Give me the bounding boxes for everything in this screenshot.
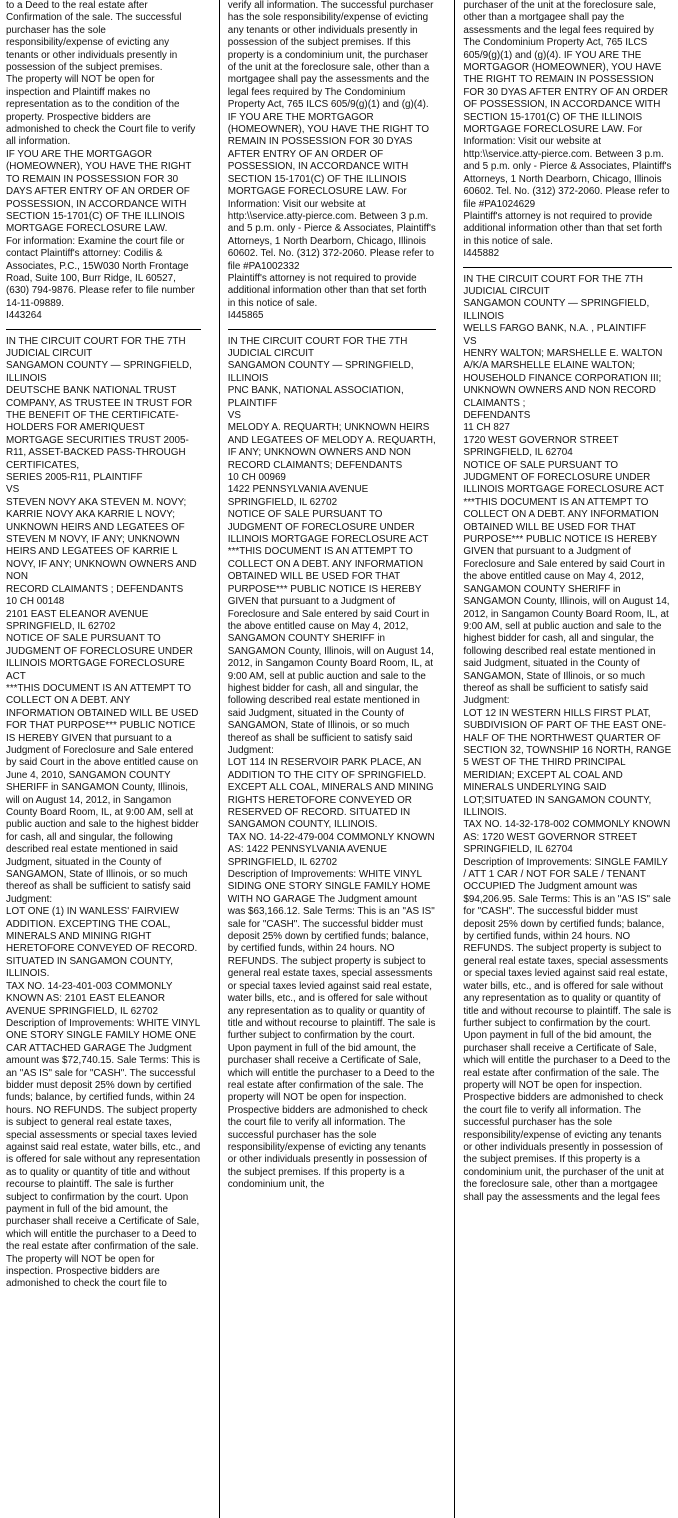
notice-divider [463, 267, 672, 268]
notice-11-ch-827: IN THE CIRCUIT COURT FOR THE 7TH JUDICIAL CIRCUIT SANGAMON COUNTY — SPRINGFIELD, ILLINOIS WELLS FARGO BANK, N.A. , PLAINTIFF VS HENRY WALTON; MARSHELLE E. WALTON A/K/A MARSHELLE ELAINE WALTON; HOUSEHOLD FINANCE CORPORATION III; UNKNOWN OWNERS AND NON RECORD CLAIMANTS ; DEFENDANTS 11 CH 827 1720 WEST GOVERNOR STREET SPRINGFIELD, IL 62704 NOTICE OF SALE PURSUANT TO JUDGMENT OF FORECLOSURE UNDER ILLINOIS MORTGAGE FORECLOSURE ACT ***THIS DOCUMENT IS AN ATTEMPT TO COLLECT ON A DEBT. ANY INFORMATION OBTAINED WILL BE USED FOR THAT PURPOSE*** PUBLIC NOTICE IS HEREBY GIVEN that pursuant to a Judgment of Foreclosure and Sale entered by said Court in the above entitled cause on May 4, 2012, SANGAMON COUNTY SHERIFF in SANGAMON County, Illinois, will on August 14, 2012, in Sangamon County Board Room, IL, at 9:00 AM, sell at public auction and sale to the highest bidder for cash, all and singular, the following described real estate mentioned in said Judgment, situated in the County of SANGAMON, State of Illinois, or so much thereof as shall be sufficient to satisfy said Judgment: LOT 12 IN WESTERN HILLS FIRST PLAT, SUBDIVISION OF PART OF THE EAST ONE-HALF OF THE NORTHWEST QUARTER OF SECTION 32, TOWNSHIP 16 NORTH, RANGE 5 WEST OF THE THIRD PRINCIPAL MERIDIAN; EXCEPT AL COAL AND MINERALS UNDERLYING SAID LOT;SITUATED IN SANGAMON COUNTY, ILLINOIS. TAX NO. 14-32-178-002 COMMONLY KNOWN AS: 1720 WEST GOVERNOR STREET SPRINGFIELD, IL 62704 Description of Improvements: SINGLE FAMILY / ATT 1 CAR / NOT FOR SALE / TENANT OCCUPIED The Judgment amount was $94,206.95. Sale Terms: This is an "AS IS" sale for "CASH". The successful bidder must deposit 25% down by certified funds; balance, by certified funds, within 24 hours. NO REFUNDS. The subject property is subject to general real estate taxes, special assessments or special taxes levied against said real estate, water bills, etc., and is offered for sale without any representation as to quality or quantity of title and without recourse to plaintiff. The sale is further subject to confirmation by the court. Upon payment in full of the bid amount, the purchaser shall receive a Certificate of Sale, which will entitle the purchaser to a Deed to the real estate after confirmation of the sale. The property will NOT be open for inspection. Prospective bidders are admonished to check the court file to verify all information. The successful purchaser has the sole responsibility/expense of evicting any tenants or other individuals presently in possession of the subject premises. If this property is a condominium unit, the purchaser of the unit at the foreclosure sale, other than a mortgagee shall pay the assessments and the legal fees [463, 273, 672, 1203]
column-2 [219, 0, 437, 1518]
notice-divider [228, 329, 437, 330]
column-1 [6, 0, 201, 1518]
notice-10-ch-00969: IN THE CIRCUIT COURT FOR THE 7TH JUDICIAL CIRCUIT SANGAMON COUNTY — SPRINGFIELD, ILLINOIS PNC BANK, NATIONAL ASSOCIATION, PLAINTIFF VS MELODY A. REQUARTH; UNKNOWN HEIRS AND LEGATEES OF MELODY A. REQUARTH, IF ANY; UNKNOWN OWNERS AND NON RECORD CLAIMANTS; DEFENDANTS 10 CH 00969 1422 PENNSYLVANIA AVENUE SPRINGFIELD, IL 62702 NOTICE OF SALE PURSUANT TO JUDGMENT OF FORECLOSURE UNDER ILLINOIS MORTGAGE FORECLOSURE ACT ***THIS DOCUMENT IS AN ATTEMPT TO COLLECT ON A DEBT. ANY INFORMATION OBTAINED WILL BE USED FOR THAT PURPOSE*** PUBLIC NOTICE IS HEREBY GIVEN that pursuant to a Judgment of Foreclosure and Sale entered by said Court in the above entitled cause on May 4, 2012, SANGAMON COUNTY SHERIFF in SANGAMON County, Illinois, will on August 14, 2012, in Sangamon County Board Room, IL, at 9:00 AM, sell at public auction and sale to the highest bidder for cash, all and singular, the following described real estate mentioned in said Judgment, situated in the County of SANGAMON, State of Illinois, or so much thereof as shall be sufficient to satisfy said Judgment: LOT 114 IN RESERVOIR PARK PLACE, AN ADDITION TO THE CITY OF SPRINGFIELD. EXCEPT ALL COAL, MINERALS AND MINING RIGHTS HERETOFORE CONVEYED OR RESERVED OF RECORD. SITUATED IN SANGAMON COUNTY, ILLINOIS. TAX NO. 14-22-479-004 COMMONLY KNOWN AS: 1422 PENNSYLVANIA AVENUE SPRINGFIELD, IL 62702 Description of Improvements: WHITE VINYL SIDING ONE STORY SINGLE FAMILY HOME WITH NO GARAGE The Judgment amount was $63,166.12. Sale Terms: This is an "AS IS" sale for "CASH". The successful bidder must deposit 25% down by certified funds; balance, by certified funds, within 24 hours. NO REFUNDS. The subject property is subject to general real estate taxes, special assessments or special taxes levied against said real estate, water bills, etc., and is offered for sale without any representation as to quality or quantity of title and without recourse to plaintiff. The sale is further subject to confirmation by the court. Upon payment in full of the bid amount, the purchaser shall receive a Certificate of Sale, which will entitle the purchaser to a Deed to the real estate after confirmation of the sale. The property will NOT be open for inspection. Prospective bidders are admonished to check the court file to verify all information. The successful purchaser has the sole responsibility/expense of evicting any tenants or other individuals presently in possession of the subject premises. If this property is a condominium unit, the [227, 335, 436, 1191]
notice-10-ch-00148: IN THE CIRCUIT COURT FOR THE 7TH JUDICIAL CIRCUIT SANGAMON COUNTY — SPRINGFIELD, ILLINOIS DEUTSCHE BANK NATIONAL TRUST COMPANY, AS TRUSTEE IN TRUST FOR THE BENEFIT OF THE CERTIFICATE-HOLDERS FOR AMERIQUEST MORTGAGE SECURITIES TRUST 2005-R11, ASSET-BACKED PASS-THROUGH CERTIFICATES, SERIES 2005-R11, PLAINTIFF VS STEVEN NOVY AKA STEVEN M. NOVY; KARRIE NOVY AKA KARRIE L NOVY; UNKNOWN HEIRS AND LEGATEES OF STEVEN M NOVY, IF ANY; UNKNOWN HEIRS AND LEGATEES OF KARRIE L NOVY, IF ANY; UNKNOWN OWNERS AND NON RECORD CLAIMANTS ; DEFENDANTS 10 CH 00148 2101 EAST ELEANOR AVENUE SPRINGFIELD, IL 62702 NOTICE OF SALE PURSUANT TO JUDGMENT OF FORECLOSURE UNDER ILLINOIS MORTGAGE FORECLOSURE ACT ***THIS DOCUMENT IS AN ATTEMPT TO COLLECT ON A DEBT. ANY INFORMATION OBTAINED WILL BE USED FOR THAT PURPOSE*** PUBLIC NOTICE IS HEREBY GIVEN that pursuant to a Judgment of Foreclosure and Sale entered by said Court in the above entitled cause on June 4, 2010, SANGAMON COUNTY SHERIFF in SANGAMON County, Illinois, will on August 14, 2012, in Sangamon County Board Room, IL, at 9:00 AM, sell at public auction and sale to the highest bidder for cash, all and singular, the following described real estate mentioned in said Judgment, situated in the County of SANGAMON, State of Illinois, or so much thereof as shall be sufficient to satisfy said Judgment: LOT ONE (1) IN WANLESS' FAIRVIEW ADDITION. EXCEPTING THE COAL, MINERALS AND MINING RIGHT HERETOFORE CONVEYED OF RECORD. SITUATED IN SANGAMON COUNTY, ILLINOIS. TAX NO. 14-23-401-003 COMMONLY KNOWN AS: 2101 EAST ELEANOR AVENUE SPRINGFIELD, IL 62702 Description of Improvements: WHITE VINYL ONE STORY SINGLE FAMILY HOME ONE CAR ATTACHED GARAGE The Judgment amount was $72,740.15. Sale Terms: This is an "AS IS" sale for "CASH". The successful bidder must deposit 25% down by certified funds; balance, by certified funds, within 24 hours. NO REFUNDS. The subject property is subject to general real estate taxes, special assessments or special taxes levied against said real estate, water bills, etc., and is offered for sale without any representation as to quality or quantity of title and without recourse to plaintiff. The sale is further subject to confirmation by the court. Upon payment in full of the bid amount, the purchaser shall receive a Certificate of Sale, which will entitle the purchaser to a Deed to the real estate after confirmation of the sale. The property will NOT be open for inspection. Prospective bidders are admonished to check the court file to [6, 335, 201, 1290]
notice-continuation-i445865: verify all information. The successful purchaser has the sole responsibility/expense of evicting any tenants or other individuals presently in possession of the subject premises. If this property is a condominium unit, the purchaser of the unit at the foreclosure sale, other than a mortgagee shall pay the assessments and the legal fees required by The Condominium Property Act, 765 ILCS 605/9(g)(1) and (g)(4). IF YOU ARE THE MORTGAGOR (HOMEOWNER), YOU HAVE THE RIGHT TO REMAIN IN POSSESSION FOR 30 DYAS AFTER ENTRY OF AN ORDER OF POSSESSION, IN ACCORDANCE WITH SECTION 15-1701(C) OF THE ILLINOIS MORTGAGE FORECLOSURE LAW. For Information: Visit our website at http:\\service.atty-pierce.com. Between 3 p.m. and 5 p.m. only - Pierce & Associates, Plaintiff's Attorneys, 1 North Dearborn, Chicago, Illinois 60602. Tel. No. (312) 372-2060. Please refer to file #PA1002332 Plaintiff's attorney is not required to provide additional information other than that set forth in this notice of sale. I445865 [227, 0, 436, 322]
column-3 [454, 0, 672, 1518]
notice-divider [6, 329, 201, 330]
notice-continuation-i443264: to a Deed to the real estate after Confirmation of the sale. The successful purchaser has the sole responsibility/expense of evicting any tenants or other individuals presently in possession of the subject premises. The property will NOT be open for inspection and Plaintiff makes no representation as to the condition of the property. Prospective bidders are admonished to check the Court file to verify all information. IF YOU ARE THE MORTGAGOR (HOMEOWNER), YOU HAVE THE RIGHT TO REMAIN IN POSSESSION FOR 30 DAYS AFTER ENTRY OF AN ORDER OF POSSESSION, IN ACCORDANCE WITH SECTION 15-1701(C) OF THE ILLINOIS MORTGAGE FORECLOSURE LAW. For information: Examine the court file or contact Plaintiff's attorney: Codilis & Associates, P.C., 15W030 North Frontage Road, Suite 100, Burr Ridge, IL 60527, (630) 794-9876. Please refer to file number 14-11-09889. I443264 [6, 0, 196, 322]
legal-notices-page [6, 0, 672, 1518]
notice-continuation-i445882: purchaser of the unit at the foreclosure sale, other than a mortgagee shall pay the assessments and the legal fees required by The Condominium Property Act, 765 ILCS 605/9(g)(1) and (g)(4). IF YOU ARE THE MORTGAGOR (HOMEOWNER), YOU HAVE THE RIGHT TO REMAIN IN POSSESSION FOR 30 DYAS AFTER ENTRY OF AN ORDER OF POSSESSION, IN ACCORDANCE WITH SECTION 15-1701(C) OF THE ILLINOIS MORTGAGE FORECLOSURE LAW. For Information: Visit our website at http:\\service.atty-pierce.com. Between 3 p.m. and 5 p.m. only - Pierce & Associates, Plaintiff's Attorneys, 1 North Dearborn, Chicago, Illinois 60602. Tel. No. (312) 372-2060. Please refer to file #PA1024629 Plaintiff's attorney is not required to provide additional information other than that set forth in this notice of sale. I445882 [463, 0, 672, 260]
